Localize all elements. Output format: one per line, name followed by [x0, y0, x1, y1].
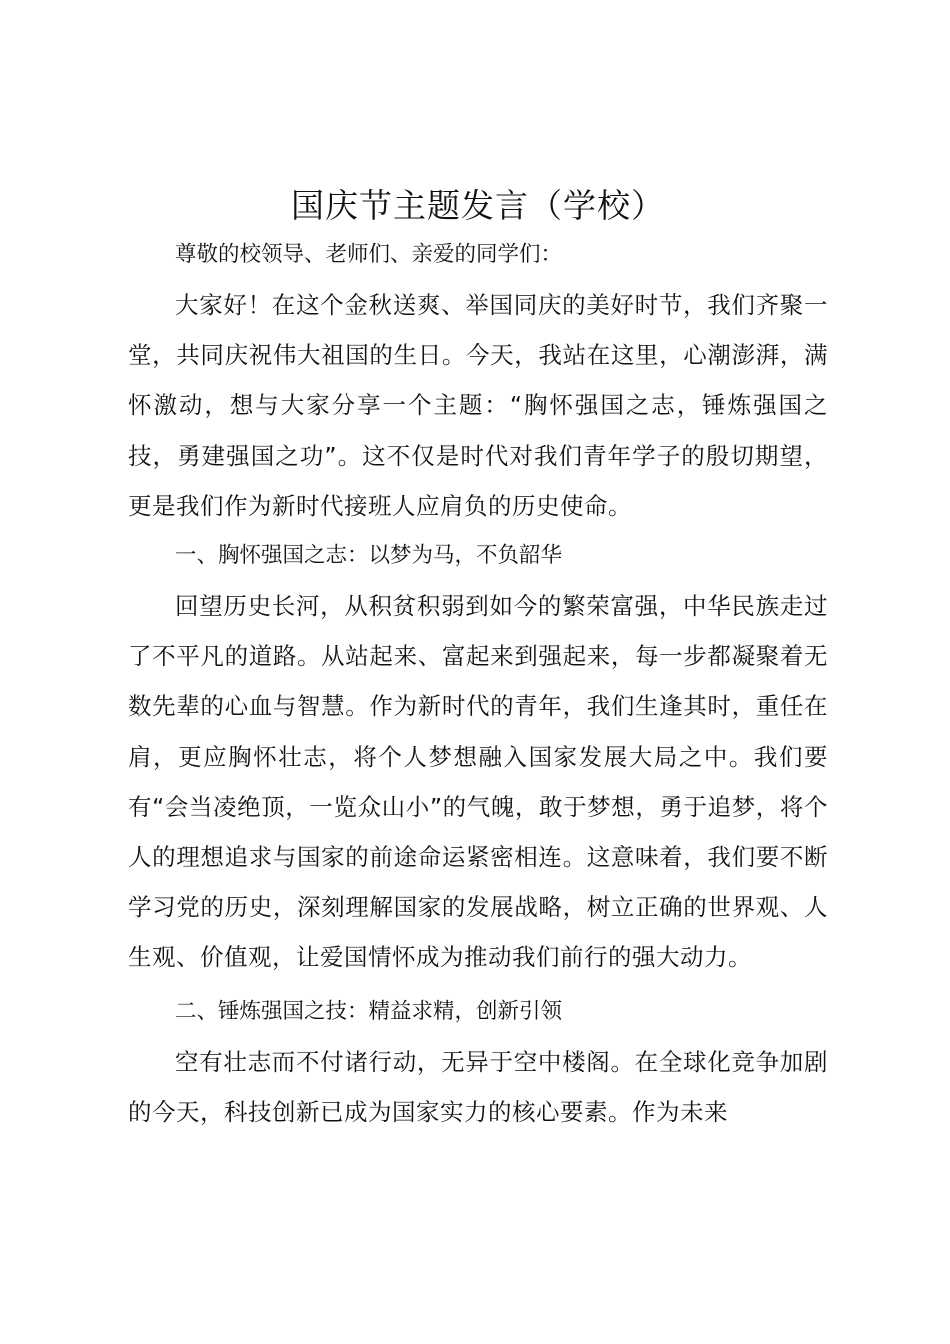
- section2-paragraph: 空有壮志而不付诸行动，无异于空中楼阁。在全球化竞争加剧的今天，科技创新已成为国家实力的核心要素。作为未来: [128, 1047, 828, 1126]
- section1-paragraph: 回望历史长河，从积贫积弱到如今的繁荣富强，中华民族走过了不平凡的道路。从站起来、富起来到强起来，每一步都凝聚着无数先辈的心血与智慧。作为新时代的青年，我们生逢其时，重任在肩，更应胸怀壮志，将个人梦想融入国家发展大局之中。我们要有“会当凌绝顶，一览众山小”的气魄，敢于梦想，勇于追梦，将个人的理想追求与国家的前途命运紧密相连。这意味着，我们要不断学习党的历史，深刻理解国家的发展战略，树立正确的世界观、人生观、价值观，让爱国情怀成为推动我们前行的强大动力。: [128, 592, 828, 972]
- document-page: [128, 178, 828, 1137]
- salutation: 尊敬的校领导、老师们、亲爱的同学们：: [175, 242, 563, 267]
- document-title: 国庆节主题发言（学校）: [291, 186, 665, 225]
- section-heading-2: 二、锤炼强国之技：精益求精，创新引领: [175, 998, 563, 1024]
- intro-paragraph: 大家好！在这个金秋送爽、举国同庆的美好时节，我们齐聚一堂，共同庆祝伟大祖国的生日。今天，我站在这里，心潮澎湃，满怀激动，想与大家分享一个主题：“胸怀强国之志，锤炼强国之技，勇建强国之功”。这不仅是时代对我们青年学子的殷切期望，更是我们作为新时代接班人应肩负的历史使命。: [128, 291, 828, 520]
- section-heading-1: 一、胸怀强国之志：以梦为马，不负韶华: [175, 543, 563, 569]
